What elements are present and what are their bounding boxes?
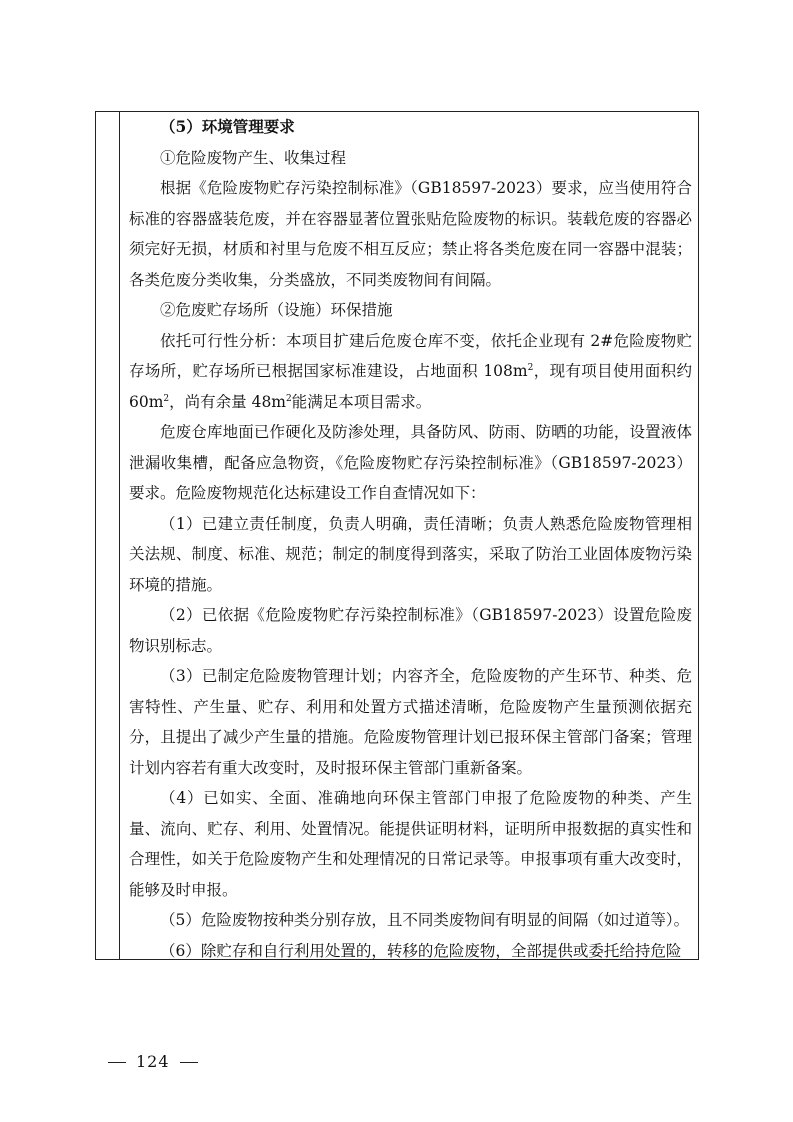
subheading-collection: ①危险废物产生、收集过程 (160, 148, 347, 167)
page-number: 124 (136, 1052, 170, 1071)
list-item: （4）已如实、全面、准确地向环保主管部门申报了危险废物的种类、产生量、流向、贮存、利用、处置情况。能提供证明材料，证明所申报数据的真实性和合理性，如关于危险废物产生和处理情况的日常记录等。申报事项有重大改变时，能够及时申报。 (129, 789, 692, 899)
list-item: （6）除贮存和自行利用处置的，转移的危险废物，全部提供或委托给持危险 (160, 941, 682, 960)
paragraph-warehouse: 危废仓库地面已作硬化及防渗处理，具备防风、防雨、防晒的功能，设置液体泄漏收集槽，配备应急物资，《危险废物贮存污染控制标准》（GB18597-2023）要求。危险废物规范化达标建设工作自查情况如下： (129, 423, 692, 502)
list-item: （2）已依据《危险废物贮存污染控制标准》（GB18597-2023）设置危险废物识别标志。 (129, 606, 692, 655)
paragraph-container-requirements: 根据《危险废物贮存污染控制标准》（GB18597-2023）要求，应当使用符合标准的容器盛装危废，并在容器显著位置张贴危险废物的标识。装载危废的容器必须完好无损，材质和衬里与危废不相互反应；禁止将各类危废在同一容器中混装；各类危废分类收集，分类盛放，不同类废物间有间隔。 (129, 179, 692, 289)
paragraph-feasibility: 依托可行性分析：本项目扩建后危废仓库不变，依托企业现有 2#危险废物贮存场所，贮存场所已根据国家标准建设，占地面积 $108m^2$，现有项目使用面积约 $60m^2$，尚有余量 $48m^2$能满足本项目需求。 (129, 331, 692, 411)
content-table (95, 111, 699, 960)
table-content-cell (129, 112, 692, 966)
list-item: （5）危险废物按种类分别存放，且不同类废物间有明显的间隔（如过道等）。 (160, 911, 690, 929)
list-item: （1）已建立责任制度，负责人明确，责任清晰；负责人熟悉危险废物管理相关法规、制度、标准、规范；制定的制度得到落实，采取了防治工业固体废物污染环境的措施。 (129, 514, 692, 594)
footer-dash-right (180, 1062, 198, 1063)
subheading-storage: ②危废贮存场所（设施）环保措施 (160, 301, 393, 319)
section-heading: （5）环境管理要求 (160, 117, 295, 136)
list-item: （3）已制定危险废物管理计划；内容齐全，危险废物的产生环节、种类、危害特性、产生量、贮存、利用和处置方式描述清晰，危险废物产生量预测依据充分，且提出了减少产生量的措施。危险废物管理计划已报环保主管部门备案；管理计划内容若有重大改变时，及时报环保主管部门重新备案。 (129, 667, 692, 777)
footer-dash-left (108, 1062, 126, 1063)
table-left-column (96, 112, 120, 959)
page-footer (98, 1052, 208, 1071)
